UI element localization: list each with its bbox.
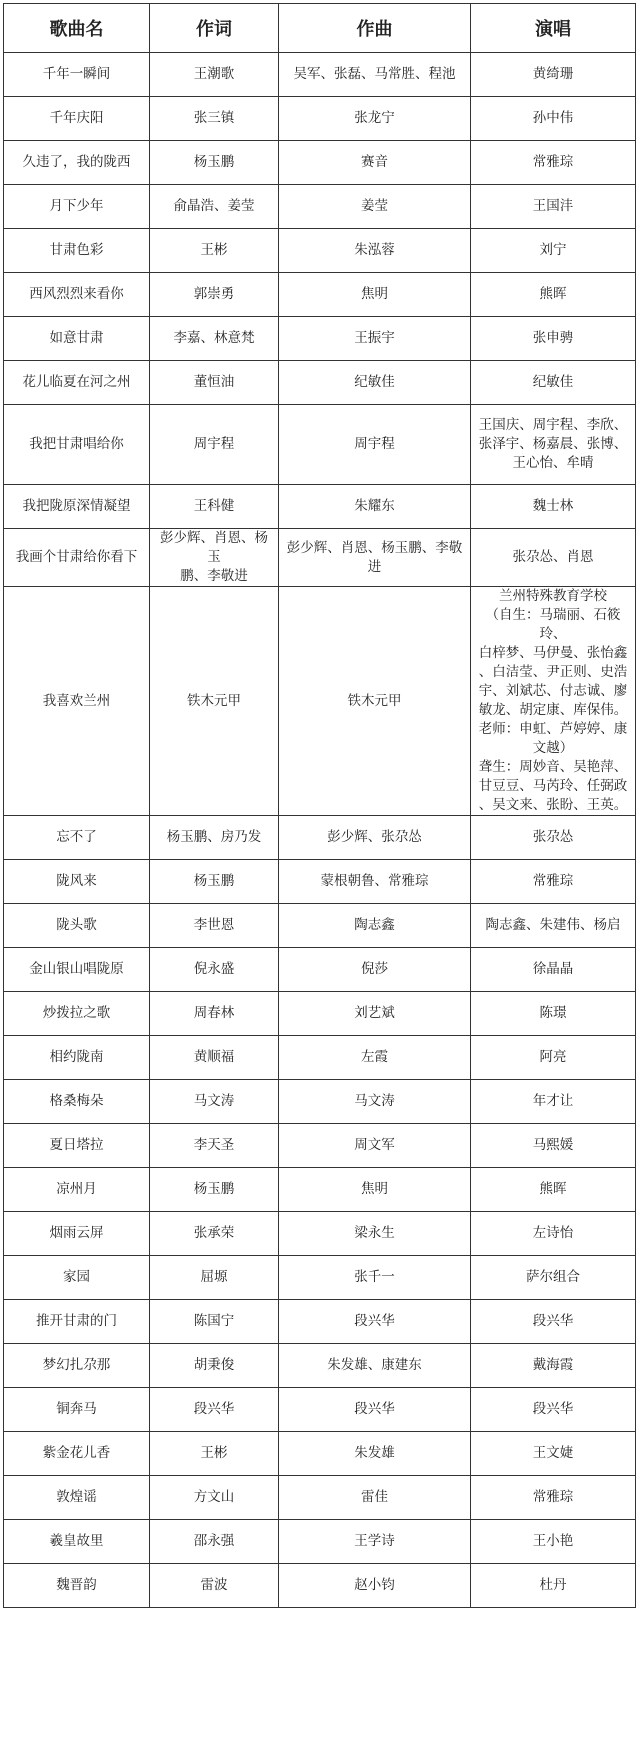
header-performer: 演唱: [471, 4, 636, 53]
performer-cell: 刘宁: [471, 229, 636, 273]
composer-cell: 周宇程: [279, 405, 471, 485]
composer-cell: 朱耀东: [279, 485, 471, 529]
table-row: [4, 1080, 636, 1124]
performer-cell: 张申骋: [471, 317, 636, 361]
table-row: [4, 185, 636, 229]
song-name-cell: 推开甘肃的门: [4, 1300, 150, 1344]
song-name-cell: 如意甘肃: [4, 317, 150, 361]
composer-cell: 陶志鑫: [279, 904, 471, 948]
lyricist-cell: 杨玉鹏: [150, 141, 279, 185]
performer-cell: 段兴华: [471, 1300, 636, 1344]
song-name-cell: 我把陇原深情凝望: [4, 485, 150, 529]
song-name-cell: 铜奔马: [4, 1388, 150, 1432]
lyricist-cell: 王彬: [150, 229, 279, 273]
composer-cell: 彭少辉、张尕怂: [279, 816, 471, 860]
performer-cell: 年才让: [471, 1080, 636, 1124]
table-row: [4, 1344, 636, 1388]
lyricist-cell: 周宇程: [150, 405, 279, 485]
song-name-cell: 烟雨云屏: [4, 1212, 150, 1256]
header-composer: 作曲: [279, 4, 471, 53]
lyricist-cell: 段兴华: [150, 1388, 279, 1432]
performer-cell: 黄绮珊: [471, 53, 636, 97]
table-row: [4, 992, 636, 1036]
song-name-cell: 格桑梅朵: [4, 1080, 150, 1124]
composer-cell: 赵小钧: [279, 1564, 471, 1608]
lyricist-cell: 方文山: [150, 1476, 279, 1520]
performer-cell: 马熙媛: [471, 1124, 636, 1168]
performer-cell: 陈璟: [471, 992, 636, 1036]
lyricist-cell: 杨玉鹏、房乃发: [150, 816, 279, 860]
song-name-cell: 我画个甘肃给你看下: [4, 529, 150, 587]
composer-cell: 张龙宁: [279, 97, 471, 141]
table-row: [4, 1564, 636, 1608]
performer-cell: 杜丹: [471, 1564, 636, 1608]
lyricist-cell: 王科健: [150, 485, 279, 529]
composer-cell: 段兴华: [279, 1300, 471, 1344]
table-row: [4, 361, 636, 405]
song-name-cell: 炒拨拉之歌: [4, 992, 150, 1036]
song-name-cell: 千年庆阳: [4, 97, 150, 141]
performer-cell: 熊晖: [471, 273, 636, 317]
table-row: [4, 53, 636, 97]
performer-cell: 戴海霞: [471, 1344, 636, 1388]
songs-table: [3, 3, 636, 1608]
song-name-cell: 梦幻扎尕那: [4, 1344, 150, 1388]
lyricist-cell: 彭少辉、肖恩、杨玉 鹏、李敬进: [150, 529, 279, 587]
lyricist-cell: 董恒油: [150, 361, 279, 405]
lyricist-cell: 杨玉鹏: [150, 1168, 279, 1212]
song-name-cell: 我喜欢兰州: [4, 587, 150, 816]
composer-cell: 焦明: [279, 1168, 471, 1212]
lyricist-cell: 屈塬: [150, 1256, 279, 1300]
composer-cell: 梁永生: [279, 1212, 471, 1256]
composer-cell: 彭少辉、肖恩、杨玉鹏、李敬 进: [279, 529, 471, 587]
composer-cell: 朱泓蓉: [279, 229, 471, 273]
lyricist-cell: 雷波: [150, 1564, 279, 1608]
table-row: [4, 229, 636, 273]
song-name-cell: 陇头歌: [4, 904, 150, 948]
performer-cell: 左诗怡: [471, 1212, 636, 1256]
table-row: [4, 97, 636, 141]
song-name-cell: 敦煌谣: [4, 1476, 150, 1520]
song-name-cell: 西风烈烈来看你: [4, 273, 150, 317]
composer-cell: 雷佳: [279, 1476, 471, 1520]
lyricist-cell: 周春林: [150, 992, 279, 1036]
performer-cell: 萨尔组合: [471, 1256, 636, 1300]
header-row: [4, 4, 636, 53]
performer-cell: 熊晖: [471, 1168, 636, 1212]
composer-cell: 左霞: [279, 1036, 471, 1080]
song-name-cell: 夏日塔拉: [4, 1124, 150, 1168]
composer-cell: 焦明: [279, 273, 471, 317]
table-row: [4, 1476, 636, 1520]
table-row: [4, 904, 636, 948]
composer-cell: 周文军: [279, 1124, 471, 1168]
table-row: [4, 405, 636, 485]
composer-cell: 姜莹: [279, 185, 471, 229]
table-row: [4, 1300, 636, 1344]
table-row: [4, 1432, 636, 1476]
performer-cell: 段兴华: [471, 1388, 636, 1432]
song-name-cell: 月下少年: [4, 185, 150, 229]
song-name-cell: 千年一瞬间: [4, 53, 150, 97]
composer-cell: 蒙根朝鲁、常雅琮: [279, 860, 471, 904]
composer-cell: 朱发雄: [279, 1432, 471, 1476]
composer-cell: 张千一: [279, 1256, 471, 1300]
song-name-cell: 羲皇故里: [4, 1520, 150, 1564]
table-row: [4, 587, 636, 816]
performer-cell: 陶志鑫、朱建伟、杨启: [471, 904, 636, 948]
performer-cell: 张尕怂: [471, 816, 636, 860]
song-name-cell: 我把甘肃唱给你: [4, 405, 150, 485]
song-name-cell: 忘不了: [4, 816, 150, 860]
table-row: [4, 317, 636, 361]
table-row: [4, 273, 636, 317]
song-name-cell: 陇风来: [4, 860, 150, 904]
song-name-cell: 相约陇南: [4, 1036, 150, 1080]
performer-cell: 纪敏佳: [471, 361, 636, 405]
table-body: [4, 53, 636, 1608]
lyricist-cell: 杨玉鹏: [150, 860, 279, 904]
song-name-cell: 甘肃色彩: [4, 229, 150, 273]
performer-cell: 常雅琮: [471, 1476, 636, 1520]
composer-cell: 吴军、张磊、马常胜、程池: [279, 53, 471, 97]
performer-cell: 王文婕: [471, 1432, 636, 1476]
performer-cell: 王小艳: [471, 1520, 636, 1564]
lyricist-cell: 李嘉、林意梵: [150, 317, 279, 361]
lyricist-cell: 俞晶浩、姜莹: [150, 185, 279, 229]
song-name-cell: 凉州月: [4, 1168, 150, 1212]
table-row: [4, 1036, 636, 1080]
lyricist-cell: 黄顺福: [150, 1036, 279, 1080]
performer-cell: 张尕怂、肖恩: [471, 529, 636, 587]
table-row: [4, 1520, 636, 1564]
composer-cell: 倪莎: [279, 948, 471, 992]
table-row: [4, 1388, 636, 1432]
lyricist-cell: 李天圣: [150, 1124, 279, 1168]
table-row: [4, 948, 636, 992]
lyricist-cell: 邵永强: [150, 1520, 279, 1564]
composer-cell: 王振宇: [279, 317, 471, 361]
lyricist-cell: 王潮歌: [150, 53, 279, 97]
table-row: [4, 1168, 636, 1212]
performer-cell: 徐晶晶: [471, 948, 636, 992]
performer-cell: 阿亮: [471, 1036, 636, 1080]
composer-cell: 朱发雄、康建东: [279, 1344, 471, 1388]
table-row: [4, 1124, 636, 1168]
composer-cell: 纪敏佳: [279, 361, 471, 405]
lyricist-cell: 胡秉俊: [150, 1344, 279, 1388]
table-row: [4, 141, 636, 185]
header-song-name: 歌曲名: [4, 4, 150, 53]
performer-cell: 魏士林: [471, 485, 636, 529]
performer-cell: 王国沣: [471, 185, 636, 229]
table-row: [4, 1212, 636, 1256]
table-row: [4, 529, 636, 587]
lyricist-cell: 李世恩: [150, 904, 279, 948]
composer-cell: 铁木元甲: [279, 587, 471, 816]
performer-cell: 孙中伟: [471, 97, 636, 141]
lyricist-cell: 铁木元甲: [150, 587, 279, 816]
composer-cell: 段兴华: [279, 1388, 471, 1432]
lyricist-cell: 郭崇勇: [150, 273, 279, 317]
song-name-cell: 魏晋韵: [4, 1564, 150, 1608]
song-name-cell: 金山银山唱陇原: [4, 948, 150, 992]
lyricist-cell: 陈国宁: [150, 1300, 279, 1344]
song-name-cell: 花儿临夏在河之州: [4, 361, 150, 405]
lyricist-cell: 张三镇: [150, 97, 279, 141]
performer-cell: 常雅琮: [471, 141, 636, 185]
song-name-cell: 久违了，我的陇西: [4, 141, 150, 185]
composer-cell: 马文涛: [279, 1080, 471, 1124]
lyricist-cell: 马文涛: [150, 1080, 279, 1124]
lyricist-cell: 张承荣: [150, 1212, 279, 1256]
performer-cell: 兰州特殊教育学校 （自生：马瑞丽、石筱玲、 白梓梦、马伊曼、张怡鑫 、白洁莹、尹正则、史浩 宇、刘斌芯、付志诚、廖 敏龙、胡定康、库保伟。 老师：申虹、芦婷婷、康 文越） 聋生：周妙音、吴艳萍、 甘豆豆、马芮玲、任弼政 、吴文来、张盼、王英。: [471, 587, 636, 816]
lyricist-cell: 倪永盛: [150, 948, 279, 992]
header-lyricist: 作词: [150, 4, 279, 53]
table-row: [4, 485, 636, 529]
composer-cell: 赛音: [279, 141, 471, 185]
performer-cell: 常雅琮: [471, 860, 636, 904]
composer-cell: 王学诗: [279, 1520, 471, 1564]
lyricist-cell: 王彬: [150, 1432, 279, 1476]
composer-cell: 刘艺斌: [279, 992, 471, 1036]
table-row: [4, 1256, 636, 1300]
song-name-cell: 紫金花儿香: [4, 1432, 150, 1476]
song-name-cell: 家园: [4, 1256, 150, 1300]
table-row: [4, 860, 636, 904]
performer-cell: 王国庆、周宇程、李欣、 张泽宇、杨嘉晨、张博、 王心怡、牟晴: [471, 405, 636, 485]
table-row: [4, 816, 636, 860]
